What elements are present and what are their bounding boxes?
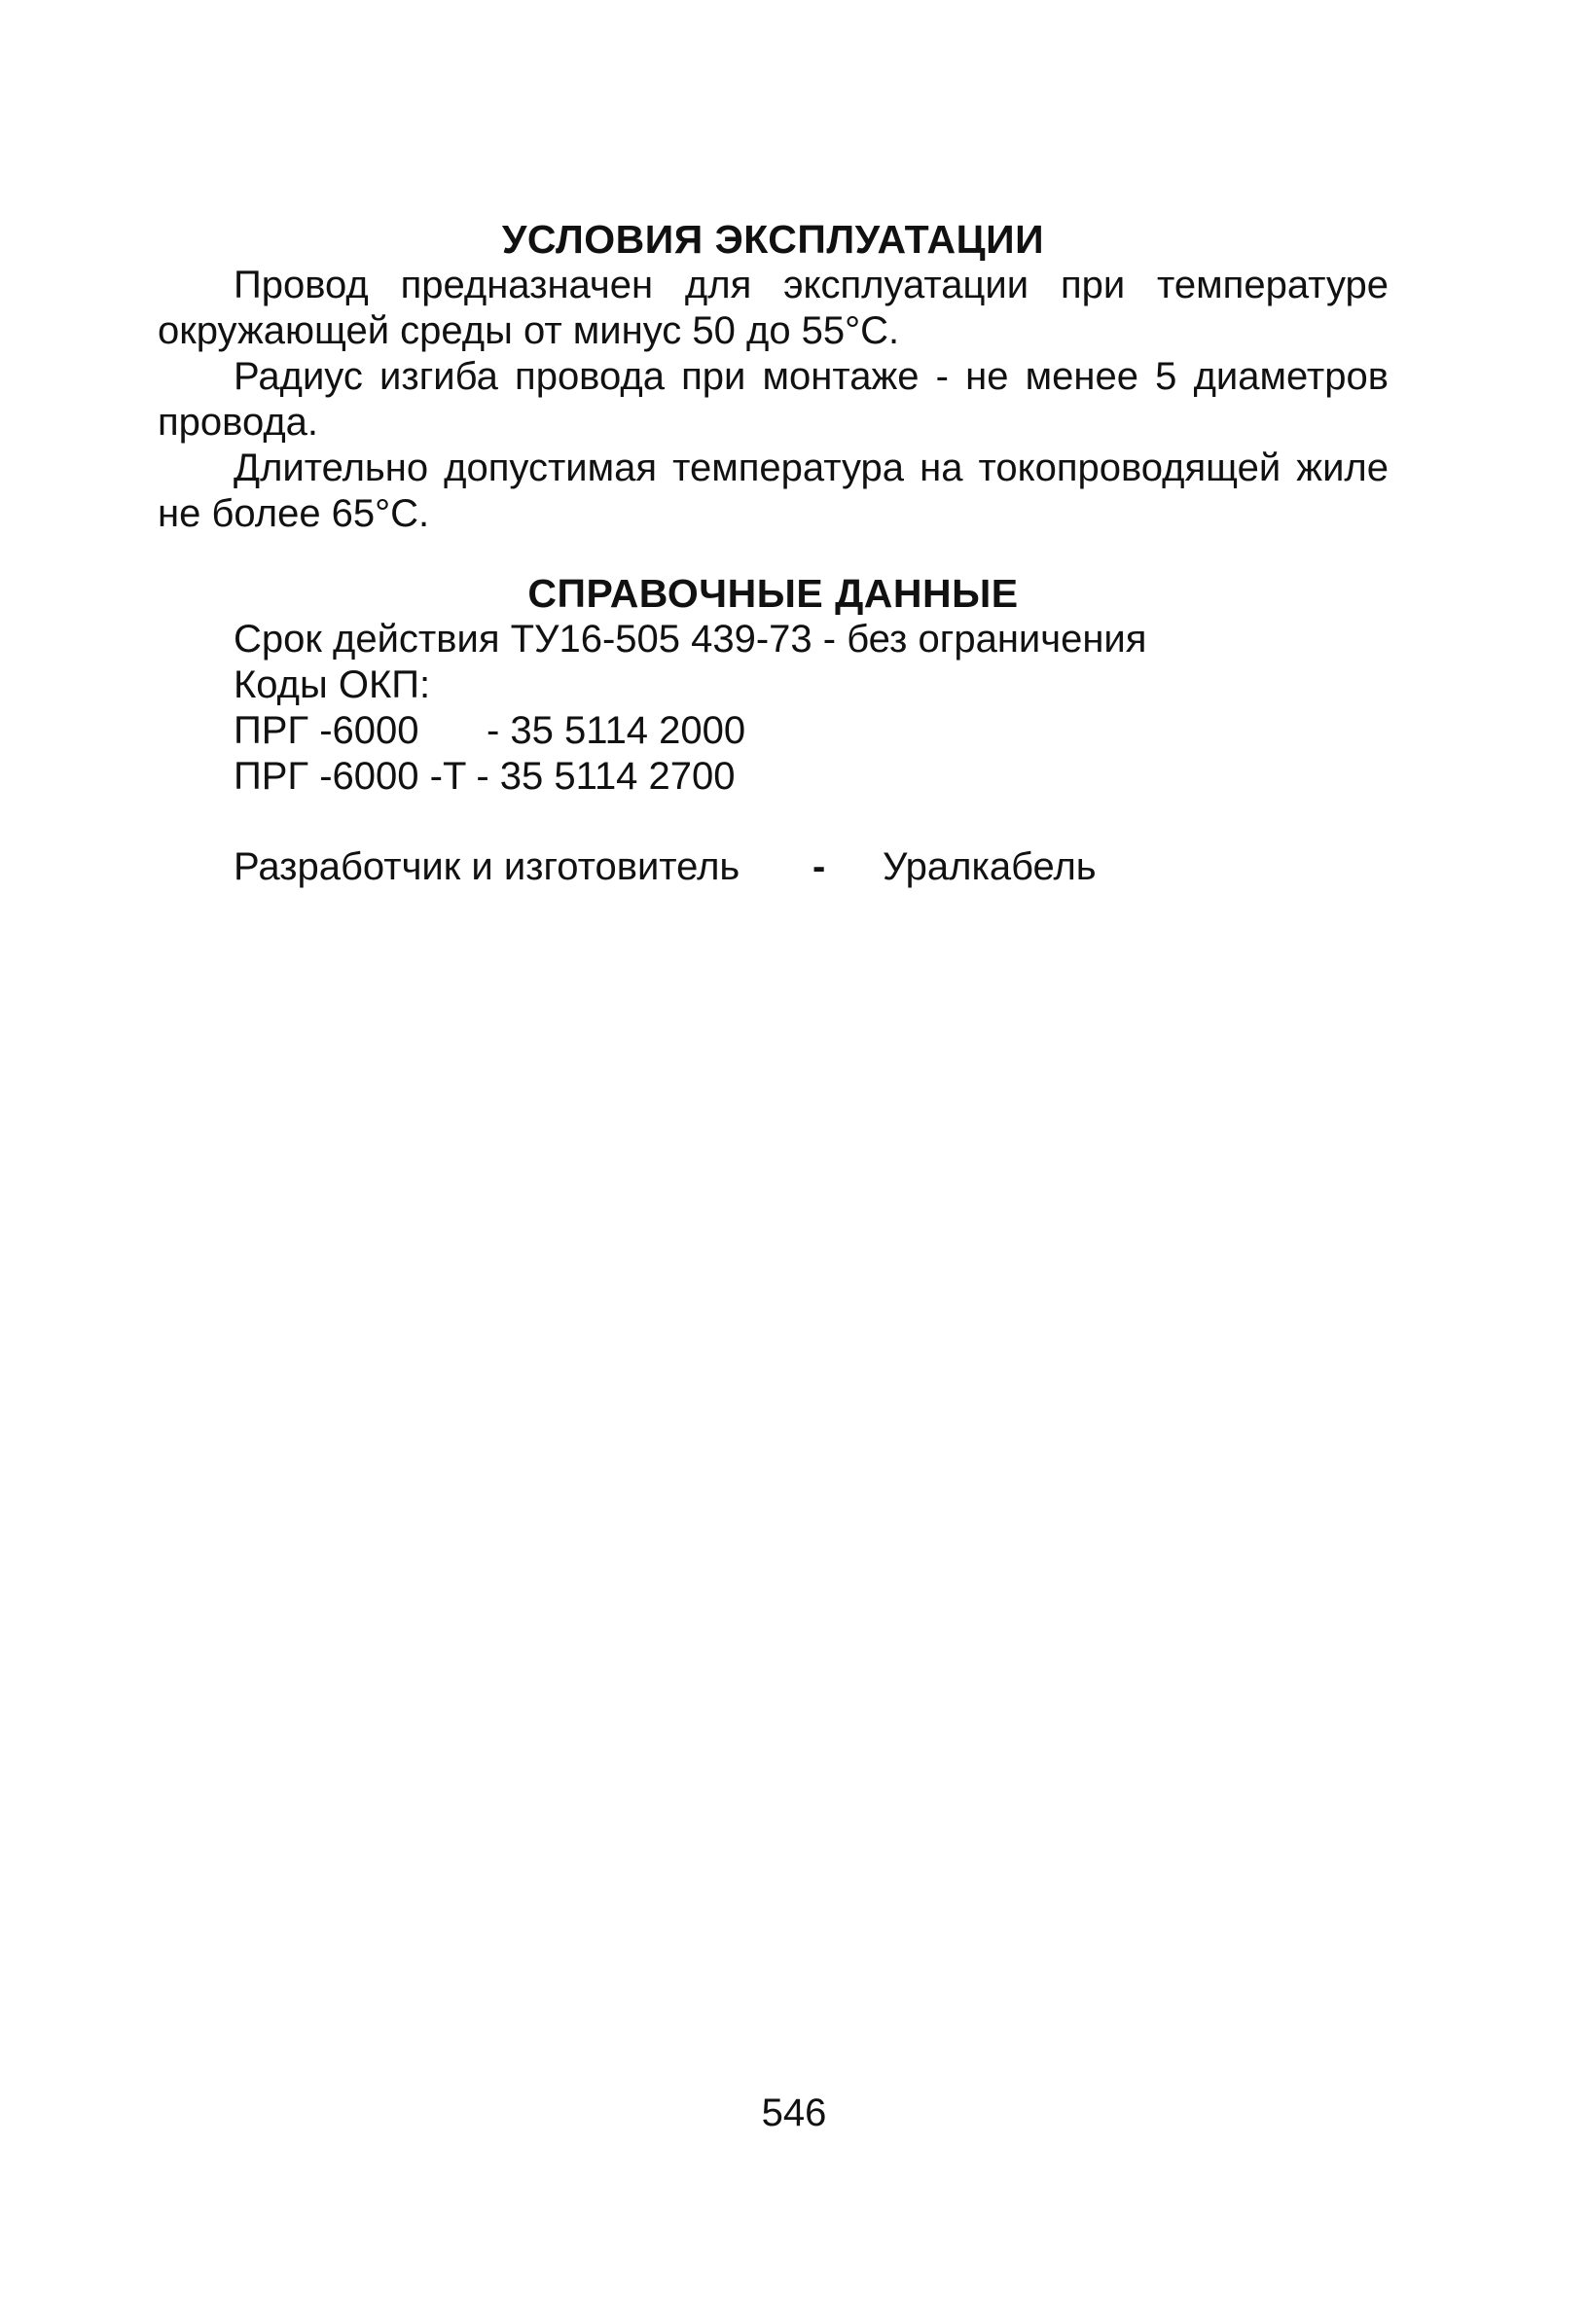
page-number: 546	[761, 2092, 827, 2134]
maker-dash: -	[812, 845, 826, 888]
maker-label: Разработчик и изготовитель	[234, 845, 740, 888]
section-title-reference-data: СПРАВОЧНЫЕ ДАННЫЕ	[527, 571, 1019, 616]
section-title-operating-conditions: УСЛОВИЯ ЭКСПЛУАТАЦИИ	[501, 217, 1045, 262]
paragraph-temperature: Провод предназначен для эксплуатации при температуре окружающей среды от минус 50 до 55°С.	[158, 264, 1389, 352]
validity-line: Срок действия ТУ16-505 439-73 - без ограничения	[234, 618, 1147, 661]
maker-name: Уралкабель	[883, 845, 1097, 888]
maker-row	[234, 844, 1389, 890]
code-row	[234, 754, 1389, 800]
paragraph-max-temperature: Длительно допустимая температура на токопроводящей жиле не более 65°С.	[158, 447, 1389, 535]
code-value: - 35 5114 2000	[487, 709, 746, 752]
paragraph-bend-radius: Радиус изгиба провода при монтаже - не менее 5 диаметров провода.	[158, 355, 1389, 444]
code-name: ПРГ -6000 -Т	[234, 755, 467, 798]
code-value: - 35 5114 2700	[476, 755, 736, 798]
code-name: ПРГ -6000	[234, 709, 419, 752]
page-content	[158, 216, 1389, 890]
code-row	[234, 708, 1389, 754]
codes-label: Коды ОКП:	[234, 663, 431, 706]
reference-block	[158, 617, 1389, 890]
